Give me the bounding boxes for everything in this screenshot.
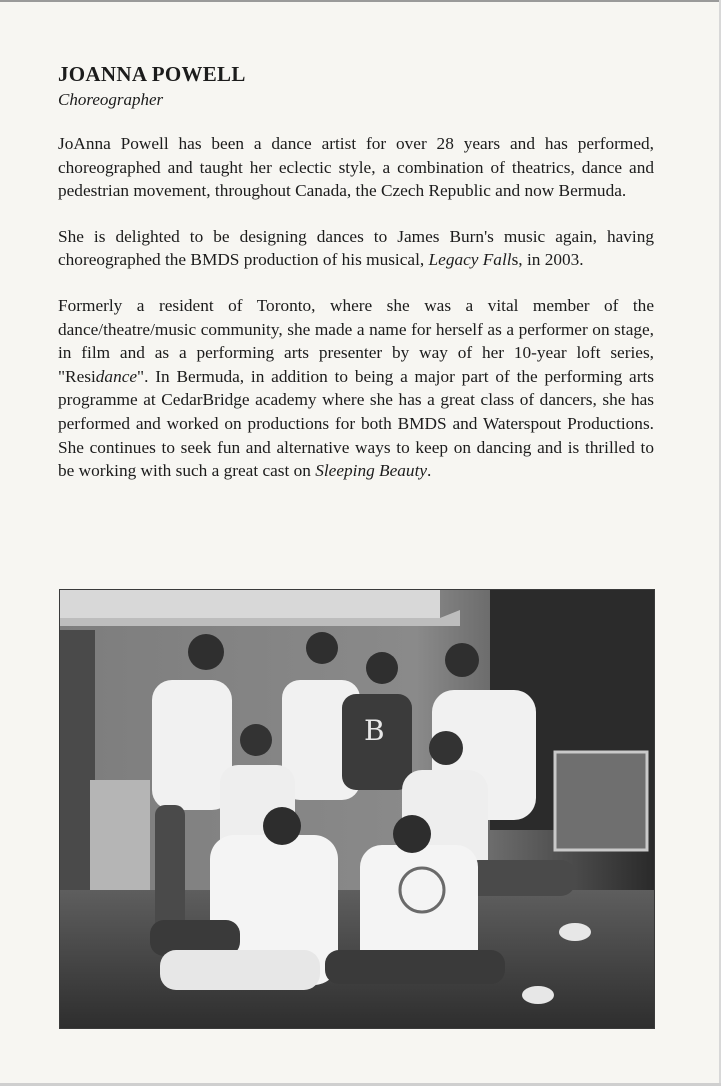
para3-text-a: Formerly a resident of Toronto, where she was a vital member of the dance/theatre/music community, she made a name for herself as a performer on stage, in film and as a performing arts presenter by way of her 10-year loft series, "Resi bbox=[58, 295, 654, 386]
page-top-edge bbox=[0, 0, 721, 2]
para3-text-c: . bbox=[427, 461, 432, 481]
bio-paragraph-3 bbox=[58, 294, 654, 483]
sleeping-beauty-title: Sleeping Beauty bbox=[315, 461, 428, 481]
svg-text:B: B bbox=[364, 714, 385, 747]
legacy-falls-title: Legacy Fall bbox=[428, 250, 512, 270]
para2-text-b: , in 2003. bbox=[518, 250, 584, 270]
bio-section bbox=[58, 60, 654, 483]
para3-text-b: ". In Bermuda, in addition to being a major part of the performing arts programme at CedarBridge academy where she has a great class of dancers, she has performed and worked on productions for both BMDS and Waterspout Productions. She continues to seek fun and alternative ways to keep on dancing and is thrilled to be working with such a great cast on bbox=[58, 366, 654, 481]
residance-italic: dance bbox=[95, 366, 138, 386]
para2-title-suffix: s bbox=[511, 250, 519, 270]
bio-paragraph-1: JoAnna Powell has been a dance artist for over 28 years and has performed, choreographed and taught her eclectic style, a combination of theatrics, dance and pedestrian movement, throughout Canada, the Czech Republic and now Bermuda. bbox=[58, 134, 654, 201]
person-role: Choreographer bbox=[58, 90, 164, 109]
person-name: JOANNA POWELL bbox=[58, 62, 246, 86]
bio-paragraph-2 bbox=[58, 225, 654, 272]
group-photo-icon bbox=[60, 590, 654, 1028]
group-photo bbox=[59, 589, 655, 1029]
para2-text-a: She is delighted to be designing dances to James Burn's music again, having choreographed the BMDS production of his musical, bbox=[58, 226, 654, 270]
